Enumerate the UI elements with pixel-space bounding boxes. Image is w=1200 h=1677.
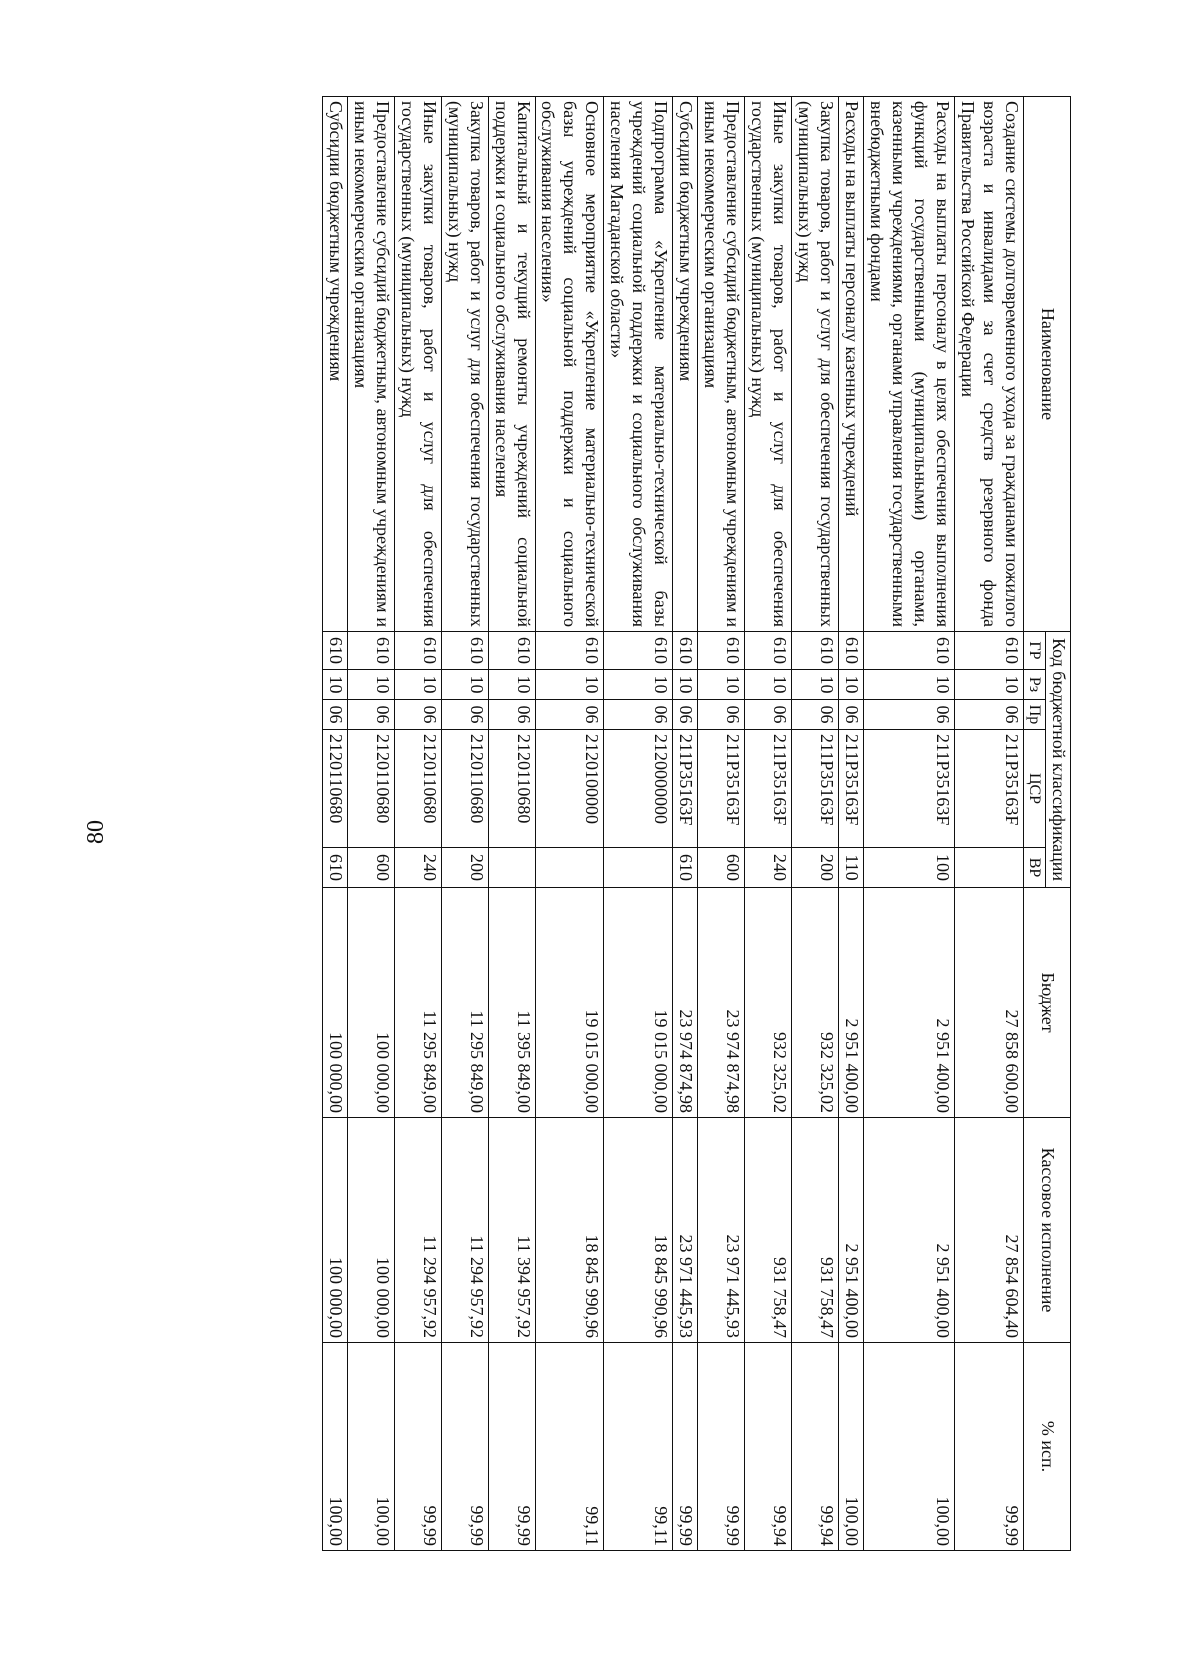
header-code-group: Код бюджетной классификации — [1046, 632, 1071, 888]
cell-budget: 19 015 000,00 — [604, 888, 673, 1118]
cell-pct: 100,00 — [322, 1343, 347, 1551]
cell-csr: 2120100000 — [535, 730, 604, 848]
cell-gr: 610 — [604, 632, 673, 670]
cell-budget: 11 295 849,00 — [394, 888, 441, 1118]
cell-budget: 11 295 849,00 — [441, 888, 488, 1118]
cell-csr: 211P35163F — [698, 730, 745, 848]
cell-rz: 10 — [745, 670, 792, 700]
cell-csr: 2120000000 — [604, 730, 673, 848]
cell-pct: 99,94 — [792, 1343, 839, 1551]
header-pr: Пр — [1023, 700, 1046, 730]
cell-gr: 610 — [535, 632, 604, 670]
cell-vr: 600 — [698, 848, 745, 888]
cell-rz: 10 — [604, 670, 673, 700]
cell-pct: 100,00 — [838, 1343, 863, 1551]
cell-rz: 10 — [347, 670, 394, 700]
table-row — [954, 97, 1023, 1551]
cell-rz: 10 — [441, 670, 488, 700]
cell-cash: 11 394 957,92 — [488, 1118, 535, 1343]
table-row — [792, 97, 839, 1551]
cell-csr: 211P35163F — [673, 730, 698, 848]
rotated-table-sheet — [322, 96, 1071, 1550]
table-header — [1023, 97, 1070, 1551]
cell-csr: 2120110680 — [488, 730, 535, 848]
cell-name: Расходы на выплаты персоналу казенных учреждений — [838, 97, 863, 632]
cell-rz: 10 — [394, 670, 441, 700]
cell-pct: 99,99 — [698, 1343, 745, 1551]
header-rz: Рз — [1023, 670, 1046, 700]
cell-csr: 2120110680 — [441, 730, 488, 848]
cell-cash: 2 951 400,00 — [863, 1118, 954, 1343]
table-row — [863, 97, 954, 1551]
cell-rz: 10 — [535, 670, 604, 700]
cell-pct: 99,94 — [745, 1343, 792, 1551]
cell-gr: 610 — [792, 632, 839, 670]
cell-vr: 100 — [863, 848, 954, 888]
cell-pr: 06 — [604, 700, 673, 730]
cell-gr: 610 — [745, 632, 792, 670]
table-row — [441, 97, 488, 1551]
cell-vr: 240 — [745, 848, 792, 888]
cell-budget: 11 395 849,00 — [488, 888, 535, 1118]
cell-pr: 06 — [954, 700, 1023, 730]
cell-csr: 211P35163F — [792, 730, 839, 848]
cell-budget: 100 000,00 — [322, 888, 347, 1118]
cell-pct: 100,00 — [863, 1343, 954, 1551]
cell-gr: 610 — [698, 632, 745, 670]
cell-rz: 10 — [698, 670, 745, 700]
cell-budget: 2 951 400,00 — [838, 888, 863, 1118]
table-row — [698, 97, 745, 1551]
cell-gr: 610 — [673, 632, 698, 670]
cell-budget: 23 974 874,98 — [673, 888, 698, 1118]
cell-budget: 100 000,00 — [347, 888, 394, 1118]
cell-csr: 211P35163F — [954, 730, 1023, 848]
cell-pr: 06 — [673, 700, 698, 730]
cell-cash: 23 971 445,93 — [698, 1118, 745, 1343]
header-cash: Кассовое исполнение — [1023, 1118, 1070, 1343]
header-budget: Бюджет — [1023, 888, 1070, 1118]
cell-vr: 600 — [347, 848, 394, 888]
cell-pct: 99,99 — [394, 1343, 441, 1551]
cell-csr: 211P35163F — [745, 730, 792, 848]
cell-pct: 99,99 — [441, 1343, 488, 1551]
cell-gr: 610 — [838, 632, 863, 670]
cell-gr: 610 — [322, 632, 347, 670]
cell-name: Субсидии бюджетным учреждениям — [673, 97, 698, 632]
table-row — [745, 97, 792, 1551]
cell-gr: 610 — [488, 632, 535, 670]
table-row — [394, 97, 441, 1551]
cell-pr: 06 — [488, 700, 535, 730]
cell-cash: 931 758,47 — [745, 1118, 792, 1343]
cell-name: Субсидии бюджетным учреждениям — [322, 97, 347, 632]
header-vr: ВР — [1023, 848, 1046, 888]
cell-cash: 2 951 400,00 — [838, 1118, 863, 1343]
cell-rz: 10 — [488, 670, 535, 700]
cell-budget: 2 951 400,00 — [863, 888, 954, 1118]
cell-vr: 610 — [322, 848, 347, 888]
header-name: Наименование — [1023, 97, 1070, 632]
cell-gr: 610 — [441, 632, 488, 670]
cell-name: Капитальный и текущий ремонты учреждений социальной поддержки и социального обслуживания населения — [488, 97, 535, 632]
cell-pct: 99,11 — [604, 1343, 673, 1551]
cell-vr — [954, 848, 1023, 888]
cell-vr — [535, 848, 604, 888]
cell-csr: 2120110680 — [394, 730, 441, 848]
cell-name: Закупка товаров, работ и услуг для обеспечения государственных (муниципальных) нужд — [792, 97, 839, 632]
cell-name: Расходы на выплаты персоналу в целях обеспечения выполнения функций государственными (муниципальными) органами, казенными учреждениями, органами управления государственными внебюджетными фондами — [863, 97, 954, 632]
cell-cash: 100 000,00 — [322, 1118, 347, 1343]
table-row — [838, 97, 863, 1551]
table-row — [488, 97, 535, 1551]
cell-name: Закупка товаров, работ и услуг для обеспечения государственных (муниципальных) нужд — [441, 97, 488, 632]
cell-rz: 10 — [673, 670, 698, 700]
cell-budget: 23 974 874,98 — [698, 888, 745, 1118]
cell-cash: 18 845 990,96 — [535, 1118, 604, 1343]
cell-vr: 240 — [394, 848, 441, 888]
cell-pct: 99,99 — [954, 1343, 1023, 1551]
cell-csr: 2120110680 — [347, 730, 394, 848]
cell-pr: 06 — [698, 700, 745, 730]
cell-name: Подпрограмма «Укрепление материально-технической базы учреждений социальной поддержки и социального обслуживания населения Магаданской области» — [604, 97, 673, 632]
cell-csr: 211P35163F — [863, 730, 954, 848]
table-row — [347, 97, 394, 1551]
cell-csr: 211P35163F — [838, 730, 863, 848]
cell-pr: 06 — [535, 700, 604, 730]
table-row — [604, 97, 673, 1551]
cell-pr: 06 — [347, 700, 394, 730]
cell-cash: 27 854 604,40 — [954, 1118, 1023, 1343]
cell-gr: 610 — [863, 632, 954, 670]
cell-cash: 11 294 957,92 — [441, 1118, 488, 1343]
cell-name: Иные закупки товаров, работ и услуг для обеспечения государственных (муниципальных) нужд — [745, 97, 792, 632]
cell-name: Предоставление субсидий бюджетным, автономным учреждениям и иным некоммерческим организациям — [347, 97, 394, 632]
cell-gr: 610 — [347, 632, 394, 670]
cell-budget: 932 325,02 — [745, 888, 792, 1118]
page-number: 80 — [83, 820, 109, 844]
cell-cash: 931 758,47 — [792, 1118, 839, 1343]
cell-name: Основное мероприятие «Укрепление материально-технической базы учреждений социальной поддержки и социального обслуживания населения» — [535, 97, 604, 632]
cell-pr: 06 — [863, 700, 954, 730]
budget-execution-table — [322, 96, 1071, 1551]
cell-vr: 200 — [792, 848, 839, 888]
cell-name: Создание системы долговременного ухода за гражданами пожилого возраста и инвалидами за счет средств резервного фонда Правительства Российской Федерации — [954, 97, 1023, 632]
cell-vr: 110 — [838, 848, 863, 888]
cell-pr: 06 — [322, 700, 347, 730]
cell-pr: 06 — [394, 700, 441, 730]
header-gr: ГР — [1023, 632, 1046, 670]
cell-name: Иные закупки товаров, работ и услуг для обеспечения государственных (муниципальных) нужд — [394, 97, 441, 632]
cell-vr: 200 — [441, 848, 488, 888]
cell-csr: 2120110680 — [322, 730, 347, 848]
cell-rz: 10 — [954, 670, 1023, 700]
cell-pct: 99,99 — [488, 1343, 535, 1551]
cell-vr — [488, 848, 535, 888]
cell-cash: 18 845 990,96 — [604, 1118, 673, 1343]
cell-cash: 11 294 957,92 — [394, 1118, 441, 1343]
header-pct: % исп. — [1023, 1343, 1070, 1551]
cell-rz: 10 — [322, 670, 347, 700]
cell-cash: 23 971 445,93 — [673, 1118, 698, 1343]
cell-pct: 99,99 — [673, 1343, 698, 1551]
cell-budget: 27 858 600,00 — [954, 888, 1023, 1118]
table-body — [322, 97, 1023, 1551]
table-row — [535, 97, 604, 1551]
cell-cash: 100 000,00 — [347, 1118, 394, 1343]
cell-vr: 610 — [673, 848, 698, 888]
cell-budget: 19 015 000,00 — [535, 888, 604, 1118]
table-row — [673, 97, 698, 1551]
cell-pr: 06 — [745, 700, 792, 730]
cell-name: Предоставление субсидий бюджетным, автономным учреждениям и иным некоммерческим организациям — [698, 97, 745, 632]
cell-pct: 99,11 — [535, 1343, 604, 1551]
cell-gr: 610 — [394, 632, 441, 670]
table-row — [322, 97, 347, 1551]
cell-pr: 06 — [792, 700, 839, 730]
cell-rz: 10 — [792, 670, 839, 700]
header-csr: ЦСР — [1023, 730, 1046, 848]
cell-budget: 932 325,02 — [792, 888, 839, 1118]
cell-gr: 610 — [954, 632, 1023, 670]
cell-rz: 10 — [838, 670, 863, 700]
cell-pct: 100,00 — [347, 1343, 394, 1551]
cell-pr: 06 — [838, 700, 863, 730]
cell-rz: 10 — [863, 670, 954, 700]
cell-vr — [604, 848, 673, 888]
cell-pr: 06 — [441, 700, 488, 730]
